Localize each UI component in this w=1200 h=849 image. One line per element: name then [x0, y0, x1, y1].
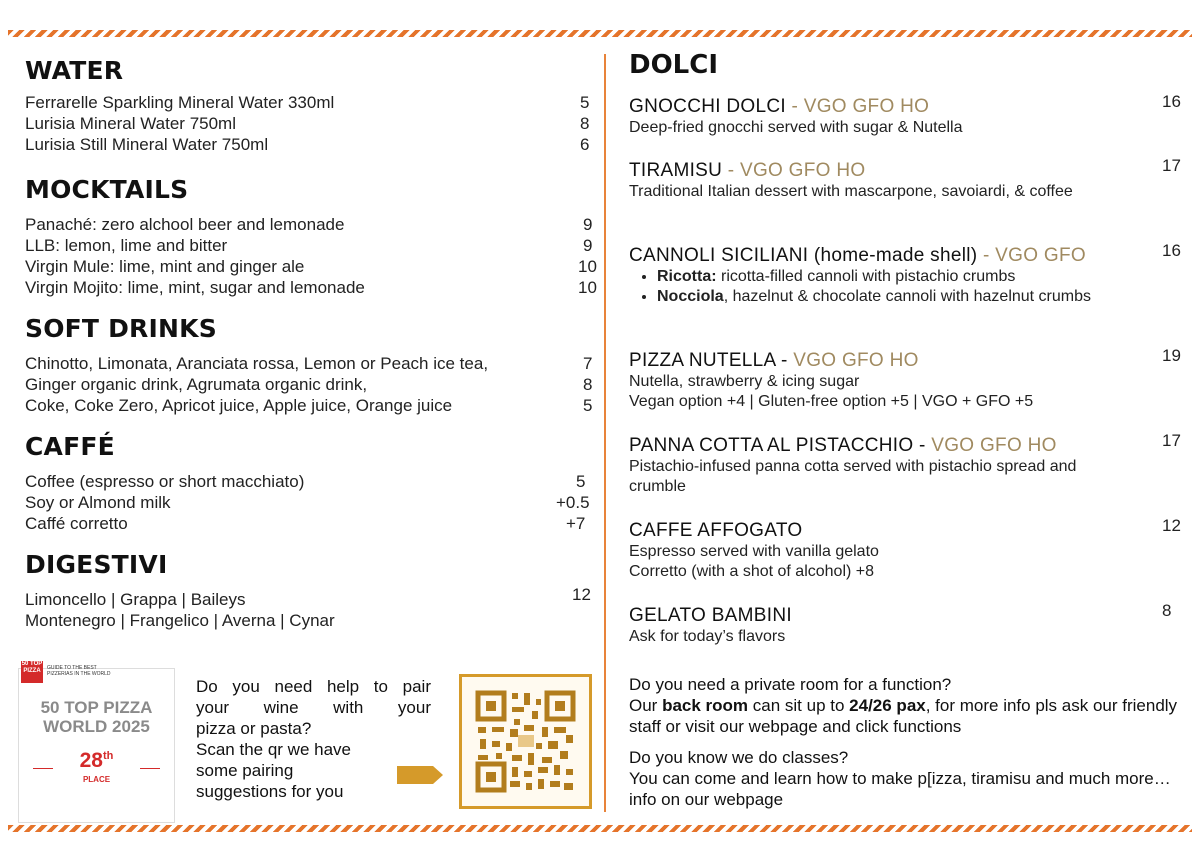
item-price: 12 — [572, 585, 591, 604]
item-name: Coke, Coke Zero, Apricot juice, Apple juice, Orange juice — [25, 396, 453, 415]
list-item: • Ricotta: ricotta-filled cannoli with pistachio crumbs — [657, 267, 1127, 287]
menu-item — [25, 134, 605, 155]
dolci-heading: DOLCI — [629, 50, 719, 80]
menu-item — [25, 214, 605, 235]
dessert-name: CAFFE AFFOGATO — [629, 520, 803, 541]
dessert-item — [629, 92, 1189, 138]
dessert-description: Traditional Italian dessert with mascarpone, savoiardi, & coffee — [629, 183, 1073, 200]
dessert-price: 8 — [1162, 601, 1172, 620]
item-name: Virgin Mojito: lime, mint, sugar and lemonade — [25, 278, 365, 297]
classes-info: Do you know we do classes? You can come and learn how to make p[izza, tiramisu and much more… info on our webpage — [629, 748, 1171, 809]
dessert-price: 17 — [1162, 156, 1181, 175]
menu-item — [25, 471, 605, 492]
item-price: 5 — [576, 472, 586, 491]
dessert-item — [629, 431, 1189, 497]
item-price: 9 — [583, 215, 593, 234]
dessert-description: Pistachio-infused panna cotta served with pistachio spread and crumble — [629, 458, 1077, 495]
digestivi-section — [25, 550, 605, 631]
dessert-item — [629, 241, 1189, 307]
bottom-stripe-border — [8, 825, 1192, 832]
top-pizza-award-badge — [18, 661, 175, 823]
dessert-name: TIRAMISU - VGO GFO HO — [629, 160, 866, 181]
item-name: Ginger organic drink, Agrumata organic drink, — [25, 375, 368, 394]
item-price: 8 — [583, 375, 593, 394]
water-section — [25, 56, 605, 155]
item-name: LLB: lemon, lime and bitter — [25, 236, 228, 255]
menu-item — [25, 513, 605, 534]
badge-rank: 28th — [79, 749, 114, 772]
menu-item — [25, 235, 605, 256]
item-price: 6 — [580, 135, 590, 154]
soft-drinks-heading: SOFT DRINKS — [25, 314, 217, 343]
dessert-price: 17 — [1162, 431, 1181, 450]
menu-item — [25, 256, 605, 277]
menu-item — [25, 374, 605, 395]
dessert-options: Corretto (with a shot of alcohol) +8 — [629, 563, 875, 580]
mocktails-heading: MOCKTAILS — [25, 175, 189, 204]
menu-item — [25, 92, 605, 113]
item-price: 5 — [580, 93, 590, 112]
item-price: 5 — [583, 396, 593, 415]
item-price: 10 — [578, 257, 597, 276]
item-price: 9 — [583, 236, 593, 255]
item-price: 10 — [578, 278, 597, 297]
item-name: Caffé corretto — [25, 514, 128, 533]
desserts-column — [629, 50, 1189, 809]
water-heading: WATER — [25, 56, 124, 85]
menu-item — [25, 585, 605, 610]
dessert-description: Espresso served with vanilla gelato — [629, 543, 879, 560]
soft-drinks-section — [25, 314, 605, 416]
dessert-description: Deep-fried gnocchi served with sugar & Nutella — [629, 119, 963, 136]
dietary-tags: VGO GFO HO — [925, 435, 1057, 456]
dessert-price: 19 — [1162, 346, 1181, 365]
menu-item — [25, 277, 605, 298]
item-name: Limoncello | Grappa | Baileys — [25, 590, 246, 609]
dessert-name: GELATO BAMBINI — [629, 605, 792, 626]
dessert-name: CANNOLI SICILIANI (home-made shell) - VGO GFO — [629, 245, 1086, 266]
dietary-tags: - VGO GFO HO — [722, 160, 866, 181]
dessert-name: PANNA COTTA AL PISTACCHIO - VGO GFO HO — [629, 435, 1057, 456]
dietary-tags: VGO GFO HO — [787, 350, 919, 371]
dessert-description: Nutella, strawberry & icing sugar — [629, 373, 860, 390]
menu-item — [25, 113, 605, 134]
item-price: 7 — [583, 354, 593, 373]
list-item: • Nocciola, hazelnut & chocolate cannoli with hazelnut crumbs — [657, 287, 1127, 307]
dessert-price: 12 — [1162, 516, 1181, 535]
top-pizza-logo: 50 TOP PIZZA — [21, 661, 43, 683]
wine-pairing-qr-code[interactable] — [459, 674, 592, 809]
dessert-name: PIZZA NUTELLA - VGO GFO HO — [629, 350, 919, 371]
dietary-tags: - VGO GFO — [977, 245, 1086, 266]
badge-guide-text: GUIDE TO THE BEST PIZZERIAS IN THE WORLD — [47, 665, 111, 677]
item-name: Coffee (espresso or short macchiato) — [25, 472, 305, 491]
badge-place: PLACE — [82, 775, 111, 784]
dessert-price: 16 — [1162, 241, 1181, 260]
badge-title: 50 TOP PIZZA WORLD 2025 — [40, 698, 153, 736]
item-name: Panaché: zero alchool beer and lemonade — [25, 215, 345, 234]
item-name: Lurisia Mineral Water 750ml — [25, 114, 236, 133]
dessert-name: GNOCCHI DOLCI - VGO GFO HO — [629, 96, 930, 117]
item-price: 8 — [580, 114, 590, 133]
qr-code-icon — [462, 677, 589, 806]
menu-item — [25, 492, 605, 513]
dessert-options: Vegan option +4 | Gluten-free option +5 | VGO + GFO +5 — [629, 393, 1034, 410]
private-room-info: Do you need a private room for a function? Our back room can sit up to 24/26 pax, for more info pls ask our friendly staff or visit our webpage and click functions — [629, 675, 1178, 736]
menu-item — [25, 610, 605, 631]
menu-item — [25, 353, 605, 374]
dessert-price: 16 — [1162, 92, 1181, 111]
dietary-tags: - VGO GFO HO — [785, 96, 930, 117]
item-name: Virgin Mule: lime, mint and ginger ale — [25, 257, 305, 276]
dessert-item — [629, 156, 1189, 202]
item-price: +7 — [566, 514, 586, 533]
item-name: Ferrarelle Sparkling Mineral Water 330ml — [25, 93, 335, 112]
menu-item — [25, 395, 605, 416]
dessert-item — [629, 601, 1189, 647]
mocktails-section — [25, 175, 605, 298]
item-name: Lurisia Still Mineral Water 750ml — [25, 135, 269, 154]
item-price: +0.5 — [556, 493, 590, 512]
dessert-item — [629, 346, 1189, 412]
wine-pairing-text: Do you need help to pair your wine with your pizza or pasta? Scan the qr we have some pairing suggestions for you — [196, 677, 431, 801]
caffe-section — [25, 432, 605, 534]
dessert-description: Ask for today’s flavors — [629, 628, 786, 645]
item-name: Montenegro | Frangelico | Averna | Cynar — [25, 611, 335, 630]
dessert-item — [629, 516, 1189, 582]
caffe-heading: CAFFÉ — [25, 432, 115, 461]
digestivi-heading: DIGESTIVI — [25, 550, 168, 579]
item-name: Chinotto, Limonata, Aranciata rossa, Lemon or Peach ice tea, — [25, 354, 489, 373]
top-stripe-border — [8, 30, 1192, 37]
cannoli-options-list — [629, 267, 1127, 307]
arrow-right-icon — [397, 762, 445, 788]
item-name: Soy or Almond milk — [25, 493, 171, 512]
